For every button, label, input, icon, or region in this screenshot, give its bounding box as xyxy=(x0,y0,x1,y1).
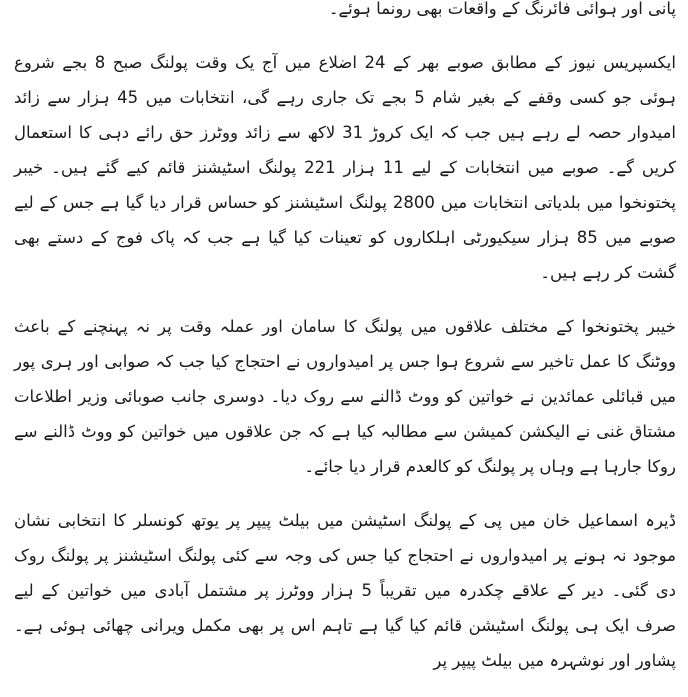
paragraph: ایکسپریس نیوز کے مطابق صوبے بھر کے 24 اضلاع میں آج یک وقت پولنگ صبح 8 بجے شروع ہوئی جو کسی وقفے کے بغیر شام 5 بجے تک جاری رہے گی، انتخابات میں 45 ہزار سے زائد امیدوار حصہ لے رہے ہیں جب کہ ایک کروڑ 31 لاکھ سے زائد ووٹرز حق رائے دہی کا استعمال کریں گے۔ صوبے میں انتخابات کے لیے 11 ہزار 221 پولنگ اسٹیشنز قائم کیے گئے ہیں۔ خیبر پختونخوا میں بلدیاتی انتخابات میں 2800 پولنگ اسٹیشنز کو حساس قرار دیا گیا ہے جس کے لیے صوبے میں 85 ہزار سیکیورٹی اہلکاروں کو تعینات کیا گیا ہے جب کہ پاک فوج کے دستے بھی گشت کر رہے ہیں۔ xyxy=(14,53,676,282)
paragraph: ڈیرہ اسماعیل خان میں پی کے پولنگ اسٹیشن میں بیلٹ پیپر پر یوتھ کونسلر کا انتخابی نشان موجود نہ ہونے پر امیدواروں نے احتجاج کیا جس کی وجہ سے کئی پولنگ اسٹیشنز پر پولنگ روک دی گئی۔ دیر کے علاقے چکدرہ میں تقریباً 5 ہزار ووٹرز پر مشتمل آبادی میں خواتین کے لیے صرف ایک ہی پولنگ اسٹیشن قائم کیا گیا ہے تاہم اس پر بھی مکمل ویرانی چھائی ہوئی ہے۔ پشاور اور نوشہرہ میں بیلٹ پیپر پر xyxy=(14,511,676,670)
paragraph: پانی اور ہوائی فائرنگ کے واقعات بھی رونما ہوئے۔ xyxy=(328,0,676,18)
paragraph: خیبر پختونخوا کے مختلف علاقوں میں پولنگ کا سامان اور عملہ وقت پر نہ پہنچنے کے باعث ووٹنگ کا عمل تاخیر سے شروع ہوا جس پر امیدواروں نے احتجاج کیا جب کہ صوابی اور ہری پور میں قبائلی عمائدین نے خواتین کو ووٹ ڈالنے سے روک دیا۔ دوسری جانب صوبائی وزیر اطلاعات مشتاق غنی نے الیکشن کمیشن سے مطالبہ کیا ہے کہ جن علاقوں میں خواتین کو ووٹ ڈالنے سے روکا جارہا ہے وہاں پر پولنگ کو کالعدم قرار دیا جائے۔ xyxy=(14,317,676,476)
